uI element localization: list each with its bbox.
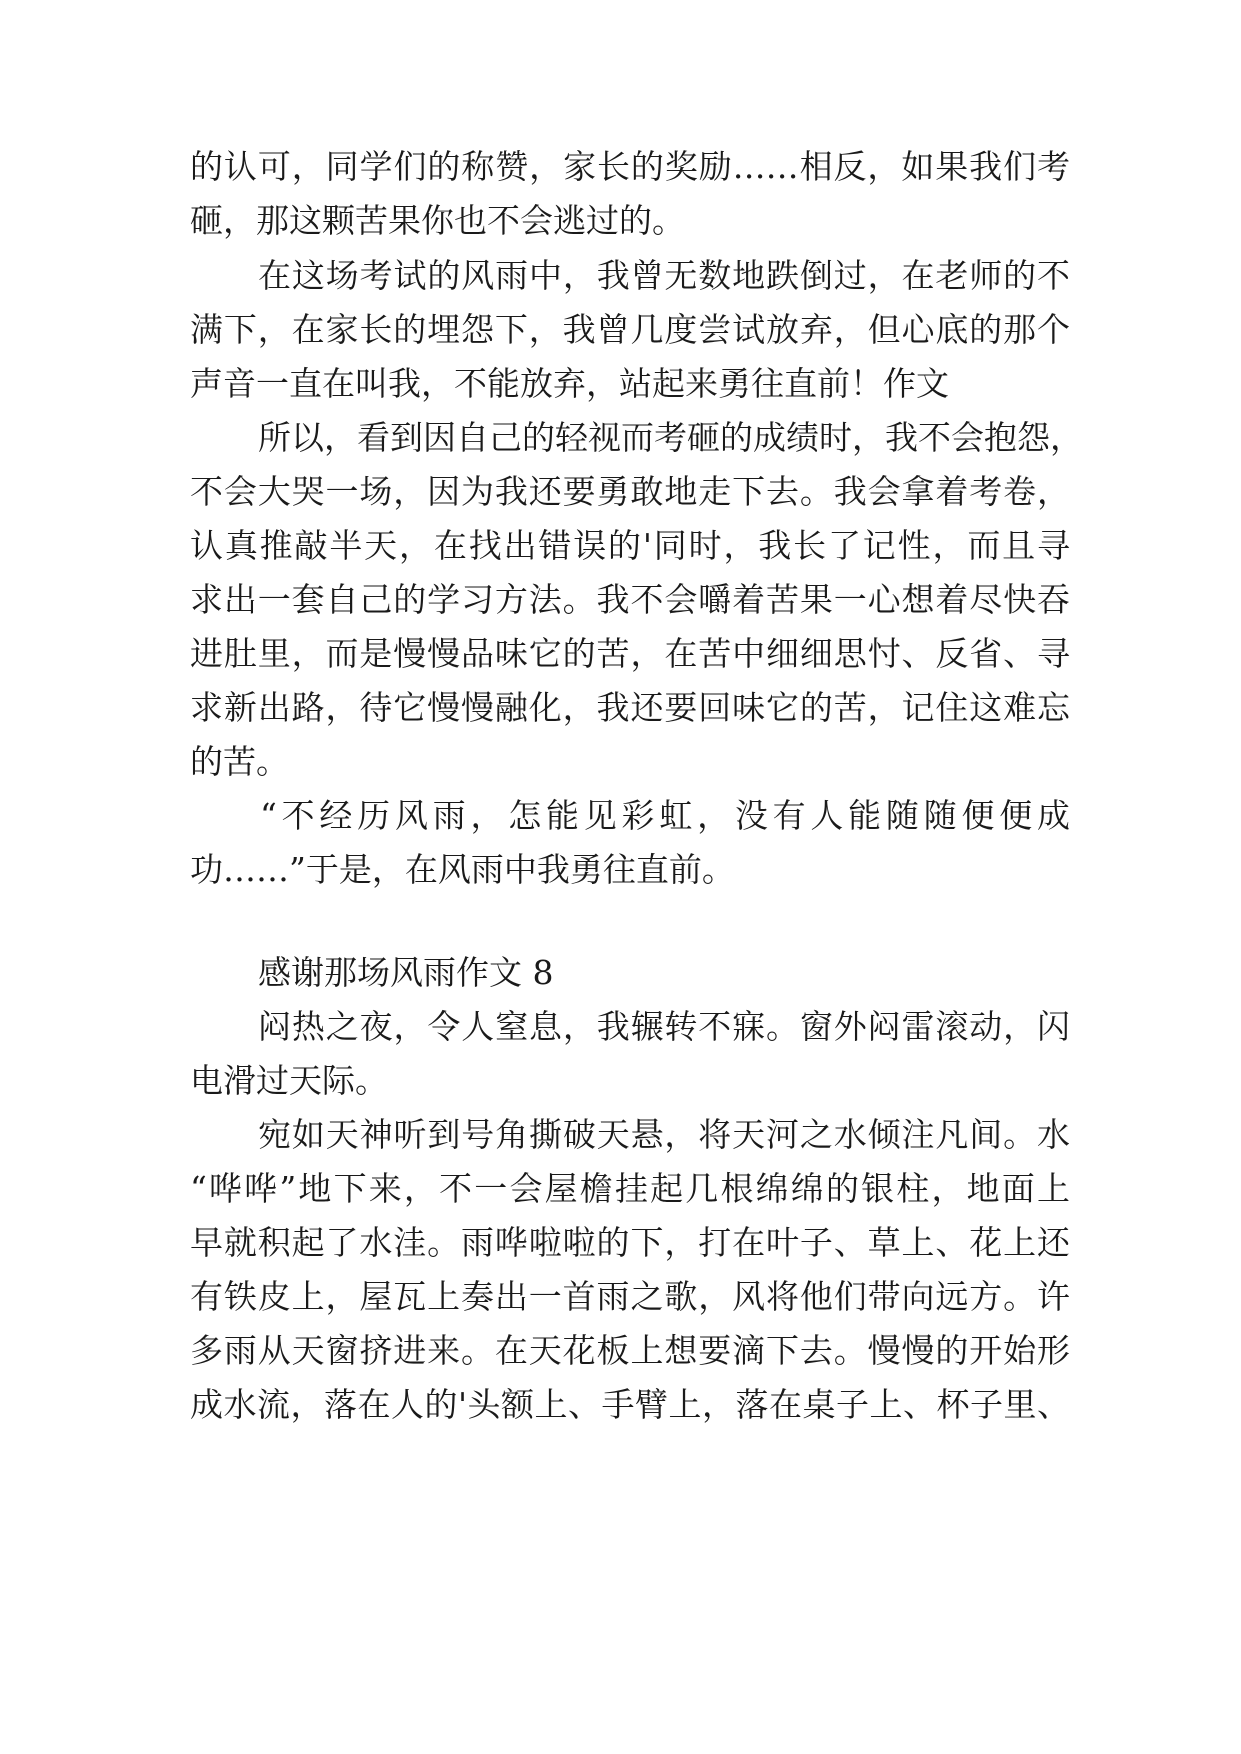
section-heading: 感谢那场风雨作文 8	[258, 953, 554, 992]
text-line: 所以，看到因自己的轻视而考砸的成绩时，我不会抱怨，	[258, 418, 1083, 457]
text-line: 声音一直在叫我，不能放弃，站起来勇往直前！作文	[190, 364, 949, 403]
text-line: 进肚里，而是慢慢品味它的苦，在苦中细细思忖、反省、寻	[190, 634, 1070, 673]
text-line: 宛如天神听到号角撕破天悬，将天河之水倾注凡间。水	[258, 1115, 1070, 1154]
text-line: 多雨从天窗挤进来。在天花板上想要滴下去。慢慢的开始形	[190, 1331, 1070, 1370]
text-line: 的苦。	[190, 742, 289, 781]
text-line: 成水流，落在人的'头额上、手臂上，落在桌子上、杯子里、	[190, 1385, 1070, 1424]
text-line: 求新出路，待它慢慢融化，我还要回味它的苦，记住这难忘	[190, 688, 1070, 727]
text-line: 认真推敲半天，在找出错误的'同时，我长了记性，而且寻	[190, 526, 1070, 565]
text-line: 闷热之夜，令人窒息，我辗转不寐。窗外闷雷滚动，闪	[258, 1007, 1070, 1046]
text-line: 求出一套自己的学习方法。我不会嚼着苦果一心想着尽快吞	[190, 580, 1070, 619]
text-line: 有铁皮上，屋瓦上奏出一首雨之歌，风将他们带向远方。许	[190, 1277, 1070, 1316]
text-line: 功……”于是，在风雨中我勇往直前。	[190, 850, 735, 889]
text-line: “不经历风雨，怎能见彩虹，没有人能随随便便成	[260, 796, 1070, 835]
text-line: 不会大哭一场，因为我还要勇敢地走下去。我会拿着考卷，	[190, 472, 1070, 511]
text-line: 的认可，同学们的称赞，家长的奖励……相反，如果我们考	[190, 147, 1070, 186]
text-line: 电滑过天际。	[190, 1061, 388, 1100]
text-line: 砸，那这颗苦果你也不会逃过的。	[190, 201, 685, 240]
text-line: 在这场考试的风雨中，我曾无数地跌倒过，在老师的不	[258, 256, 1070, 295]
text-line: 满下，在家长的埋怨下，我曾几度尝试放弃，但心底的那个	[190, 310, 1070, 349]
text-line: “哗哗”地下来，不一会屋檐挂起几根绵绵的银柱，地面上	[190, 1169, 1070, 1208]
text-line: 早就积起了水洼。雨哗啦啦的下，打在叶子、草上、花上还	[190, 1223, 1070, 1262]
